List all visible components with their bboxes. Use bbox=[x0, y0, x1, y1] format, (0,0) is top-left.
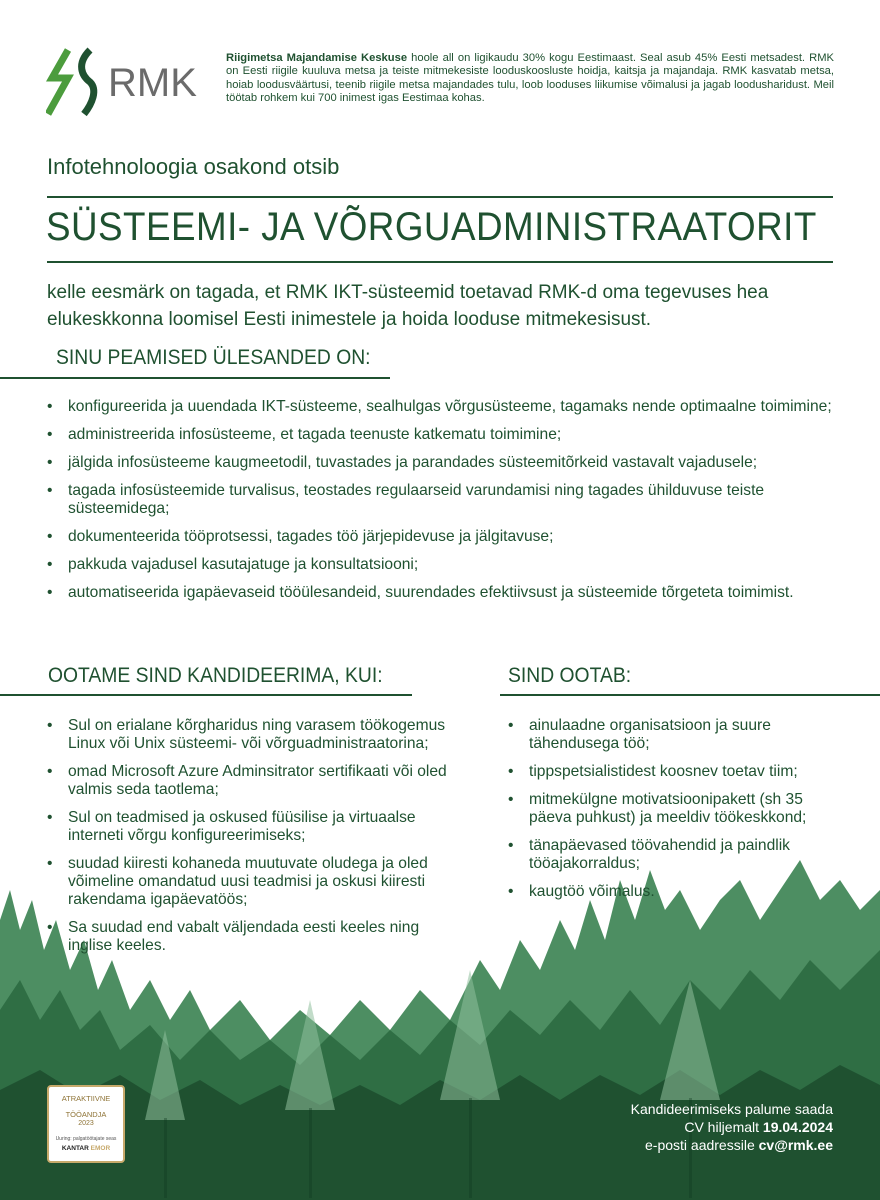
divider bbox=[0, 377, 390, 379]
application-info bbox=[631, 1100, 833, 1154]
list-item: • automatiseerida igapäevaseid tööülesandeid, suurendades efektiivsust ja süsteemide tõrgeteta toimimist. bbox=[47, 584, 839, 602]
divider bbox=[47, 196, 833, 198]
footer-line2: CV hiljemalt 19.04.2024 bbox=[684, 1119, 833, 1135]
badge-caption: Uuring: palgatöötajate seas bbox=[55, 1136, 117, 1142]
list-item: • ainulaadne organisatsioon ja suure tähendusega töö; bbox=[508, 717, 838, 753]
list-item: • tagada infosüsteemide turvalisus, teostades regulaarseid varundamisi ning tagades ühilduvuse teiste süsteemidega; bbox=[47, 482, 839, 518]
badge-line1: ATRAKTIIVNE bbox=[61, 1094, 111, 1103]
footer-line1: Kandideerimiseks palume saada bbox=[630, 1101, 833, 1117]
employer-award-badge bbox=[47, 1085, 125, 1163]
divider bbox=[500, 694, 880, 696]
list-item: • Sul on teadmised ja oskused füüsilise ja virtuaalse interneti võrgu konfigureerimiseks; bbox=[47, 809, 467, 845]
badge-year: 2023 bbox=[78, 1120, 94, 1127]
footer-line3: e-posti aadressile cv@rmk.ee bbox=[645, 1137, 833, 1153]
list-item: • kaugtöö võimalus. bbox=[508, 883, 838, 901]
list-item: • Sa suudad end vabalt väljendada eesti keeles ning inglise keeles. bbox=[47, 919, 467, 955]
list-item: • administreerida infosüsteeme, et tagada teenuste katkematu toimimine; bbox=[47, 426, 839, 444]
list-item: • konfigureerida ja uuendada IKT-süsteeme, sealhulgas võrgusüsteeme, tagamaks nende optimaalne toimimine; bbox=[47, 398, 839, 416]
list-item: • omad Microsoft Azure Adminsitrator sertifikaati või oled valmis seda taotlema; bbox=[47, 763, 467, 799]
list-item: • tippspetsialistidest koosnev toetav tiim; bbox=[508, 763, 838, 781]
list-item: • dokumenteerida tööprotsessi, tagades töö järjepidevuse ja jälgitavuse; bbox=[47, 528, 839, 546]
job-title: SÜSTEEMI- JA VÕRGUADMINISTRAATORIT bbox=[46, 205, 817, 249]
offer-list bbox=[508, 717, 838, 911]
svg-text:RMK: RMK bbox=[108, 61, 197, 105]
tasks-list bbox=[47, 398, 839, 612]
divider bbox=[47, 261, 833, 263]
badge-line2: TÖÖANDJA bbox=[65, 1110, 107, 1119]
divider bbox=[0, 694, 412, 696]
list-item: • mitmekülgne motivatsioonipakett (sh 35 päeva puhkust) ja meeldiv töökeskkond; bbox=[508, 791, 838, 827]
department-subtitle: Infotehnoloogia osakond otsib bbox=[47, 154, 340, 179]
lead-text: kelle eesmärk on tagada, et RMK IKT-süsteemid toetavad RMK-d oma tegevuses hea elukeskkonna loomisel Eesti inimestele ja hoida looduse mitmekesisust. bbox=[47, 282, 769, 330]
intro-text bbox=[226, 52, 834, 106]
badge-brand: KANTAR EMOR bbox=[61, 1145, 111, 1152]
email-link[interactable]: cv@rmk.ee bbox=[758, 1137, 833, 1153]
list-item: • jälgida infosüsteeme kaugmeetodil, tuvastades ja parandades süsteemitõrkeid vastavalt vajadusele; bbox=[47, 454, 839, 472]
offer-heading: SIND OOTAB: bbox=[508, 664, 632, 687]
deadline: 19.04.2024 bbox=[762, 1119, 833, 1135]
list-item: • suudad kiiresti kohaneda muutuvate oludega ja oled võimeline omandatud uusi teadmisi ja oskusi kiiresti rakendama igapäevatöös; bbox=[47, 855, 467, 909]
list-item: • Sul on erialane kõrgharidus ning varasem töökogemus Linux või Unix süsteemi- või võrguadministraatorina; bbox=[47, 717, 467, 753]
list-item: • pakkuda vajadusel kasutajatuge ja konsultatsiooni; bbox=[47, 556, 839, 574]
list-item: • tänapäevased töövahendid ja paindlik tööajakorraldus; bbox=[508, 837, 838, 873]
org-name: Riigimetsa Majandamise Keskuse bbox=[226, 52, 408, 64]
requirements-heading: OOTAME SIND KANDIDEERIMA, KUI: bbox=[48, 664, 383, 687]
tasks-heading: SINU PEAMISED ÜLESANDED ON: bbox=[56, 346, 371, 369]
intro-body: hoole all on ligikaudu 30% kogu Eestimaast. Seal asub 45% Eesti metsadest. RMK on Eesti riigile kuuluva metsa ja teiste mitmekesiste looduskoosluste hoidja, kaitsja ja majandaja. RMK kasvatab metsa, hoiab loodusväärtusi, teenib riigile metsa majandades tulu, loob looduses liikumise võimalusi ja jagab loodusharidust. Meil töötab rohkem kui 700 inimest igas Eestimaa kohas. bbox=[226, 52, 834, 105]
requirements-list bbox=[47, 717, 467, 965]
rmk-logo bbox=[46, 46, 206, 120]
